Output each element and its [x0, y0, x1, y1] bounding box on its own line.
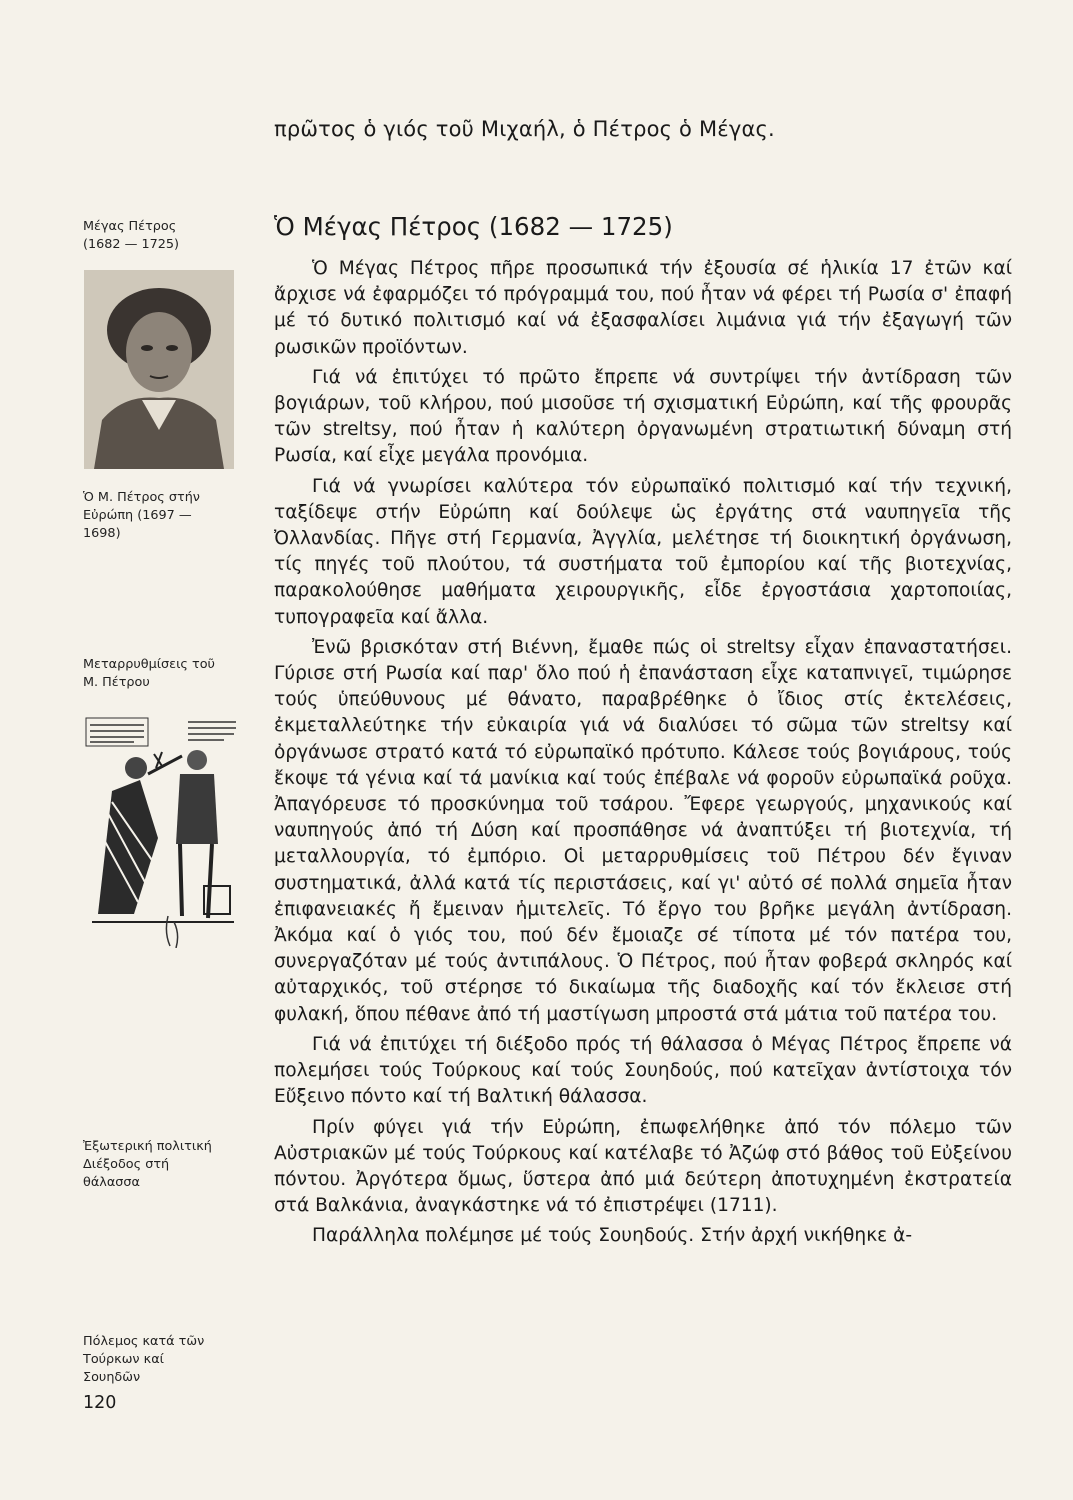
section-title: Ὁ Μέγας Πέτρος (1682 — 1725)	[274, 212, 673, 241]
continuation-line: πρῶτος ὁ γιός τοῦ Μιχαήλ, ὁ Πέτρος ὁ Μέγας.	[274, 117, 775, 141]
paragraph: Ἐνῶ βρισκόταν στή Βιέννη, ἔμαθε πώς οἱ streltsy εἶχαν ἐπαναστατήσει. Γύρισε στή Ρωσία καί παρ' ὅλο πού ἡ ἐπανάσταση εἶχε καταπνιγεῖ, τιμώρησε τούς ὑπεύθυνους μέ θάνατο, παραβρέθηκε ὁ ἴδιος στίς ἐκτελέσεις, ἐκμεταλλεύτηκε τήν εὐκαιρία γιά νά διαλύσει τό σῶμα τῶν streltsy καί ὀργάνωσε στρατό κατά τό εὐρωπαϊκό πρότυπο. Κάλεσε τούς βογιάρους, τούς ἔκοψε τά γένια καί τά μανίκια καί τούς ἐπέβαλε νά φοροῦν εὐρωπαϊκά ροῦχα. Ἀπαγόρευσε τό προσκύνημα τοῦ τσάρου. Ἔφερε γεωργούς, μηχανικούς καί ναυπηγούς ἀπό τή Δύση καί προσπάθησε νά ἀναπτύξει τή βιοτεχνία, τή μεταλλουργία, τό ἐμπόριο. Οἱ μεταρρυθμίσεις τοῦ Πέτρου δέν ἔγιναν συστηματικά, ἀλλά κατά τίς περιστάσεις, καί γι' αὐτό σέ πολλά σημεῖα ἦταν ἐπιφανειακές ἤ ἔμειναν ἡμιτελεῖς. Τό ἔργο του βρῆκε μεγάλη ἀντίδραση. Ἀκόμα καί ὁ γιός του, πού δέν ἔμοιαζε σέ τίποτα μέ τόν πατέρα του, συνεργαζόταν μέ τούς ἀντιπάλους. Ὁ Πέτρος, πού ἦταν φοβερά σκληρός καί αὐταρχικός, τοῦ στέρησε τό δικαίωμα τῆς διαδοχῆς καί τόν ἔκλεισε στή φυλακή, ὅπου πέθανε ἀπό τή μαστίγωση μπροστά στά μάτια τοῦ πατέρα του.	[274, 636, 1012, 1025]
paragraph: Γιά νά ἐπιτύχει τή διέξοδο πρός τή θάλασσα ὁ Μέγας Πέτρος ἔπρεπε νά πολεμήσει τούς Τούρκους καί τούς Σουηδούς, πού κατεῖχαν ἀντίστοιχα τόν Εὔξεινο πόντο καί τή Βαλτική θάλασσα.	[274, 1033, 1012, 1108]
europe-note: Ὁ Μ. Πέτρος στήν Εὐρώπη (1697 — 1698)	[83, 490, 200, 541]
woodcut-image	[84, 716, 242, 948]
foreign-policy-note: Ἐξωτερική πολιτική Διέξοδος στή θάλασσα	[83, 1139, 212, 1190]
page-number: 120	[83, 1393, 117, 1413]
peter-portrait-icon	[84, 270, 234, 469]
paragraph: Πρίν φύγει γιά τήν Εὐρώπη, ἐπωφελήθηκε ἀπό τόν πόλεμο τῶν Αὐστριακῶν μέ τούς Τούρκους καί κατέλαβε τό Ἀζώφ στό βάθος τοῦ Εὐξείνου πόντου. Ἀργότερα ὅμως, ὕστερα ἀπό μιά δεύτερη ἀποτυχημένη ἐκστρατεία στά Βαλκάνια, ἀναγκάστηκε νά τό ἐπιστρέψει (1711).	[274, 1116, 1012, 1217]
portrait-image	[84, 270, 234, 469]
body-text	[274, 256, 1012, 1254]
paragraph: Παράλληλα πολέμησε μέ τούς Σουηδούς. Στήν ἀρχή νικήθηκε ἀ-	[312, 1225, 913, 1247]
portrait-caption: Μέγας Πέτρος (1682 — 1725)	[83, 219, 180, 252]
war-note: Πόλεμος κατά τῶν Τούρκων καί Σουηδῶν	[83, 1334, 205, 1385]
beard-cutting-woodcut-icon	[84, 716, 242, 948]
paragraph: Γιά νά γνωρίσει καλύτερα τόν εὐρωπαϊκό πολιτισμό καί τήν τεχνική, ταξίδεψε στήν Εὐρώπη καί δούλεψε ὡς ἐργάτης στά ναυπηγεῖα τῆς Ὀλλανδίας. Πῆγε στή Γερμανία, Ἀγγλία, μελέτησε τή διοικητική ὀργάνωση, τίς πηγές τοῦ πλούτου, τά συστήματα τοῦ ἐμπορίου καί τῆς βιοτεχνίας, παρακολούθησε μαθήματα χειρουργικῆς, εἶδε ἐργοστάσια χαρτοποιίας, τυπογραφεῖα καί ἄλλα.	[274, 475, 1012, 628]
paragraph: Γιά νά ἐπιτύχει τό πρῶτο ἔπρεπε νά συντρίψει τήν ἀντίδραση τῶν βογιάρων, τοῦ κλήρου, πού μισοῦσε τή σχισματική Εὐρώπη, καί τῆς φρουρᾶς τῶν streltsy, πού ἦταν ἡ καλύτερη ὀργανωμένη στρατιωτική δύναμη στή Ρωσία, καί εἶχε μεγάλα προνόμια.	[274, 366, 1012, 467]
reforms-note: Μεταρρυθμίσεις τοῦ Μ. Πέτρου	[83, 657, 215, 690]
paragraph: Ὁ Μέγας Πέτρος πῆρε προσωπικά τήν ἐξουσία σέ ἡλικία 17 ἐτῶν καί ἄρχισε νά ἐφαρμόζει τό πρόγραμμά του, πού ἦταν νά φέρει τή Ρωσία σ' ἐπαφή μέ τό δυτικό πολιτισμό καί νά ἐξασφαλίσει λιμάνια γιά τήν ἐξαγωγή τῶν ρωσικῶν προϊόντων.	[274, 258, 1012, 358]
